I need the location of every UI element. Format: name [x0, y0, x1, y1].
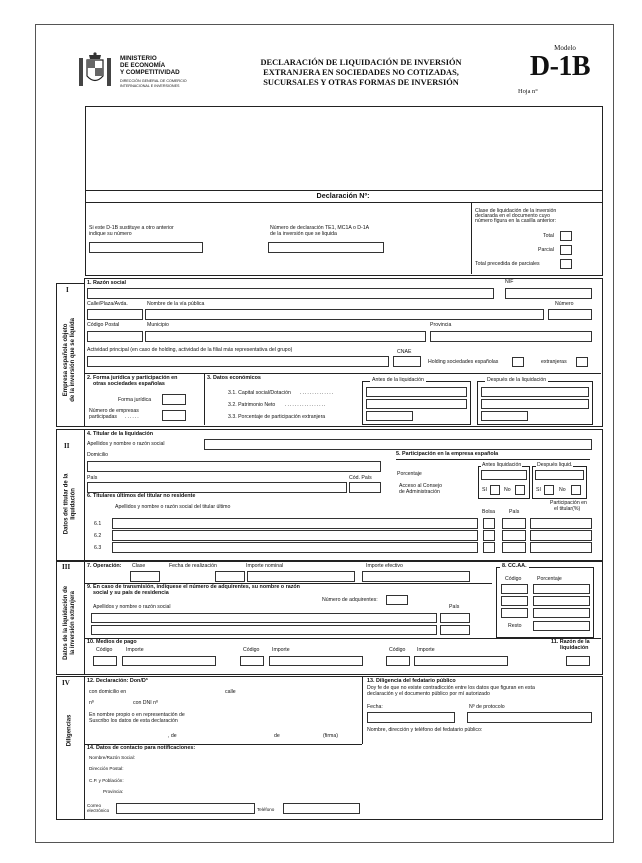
- hoja-label: Hoja n°: [518, 88, 538, 95]
- sustituye-number-input[interactable]: [89, 242, 203, 253]
- cp-label: C.P. y Población:: [89, 778, 124, 783]
- medio-2-importe-label: Importe: [272, 647, 290, 653]
- despues-liq-label: Después liquid.: [537, 462, 573, 468]
- numero-decl-label-2: de la inversión que se liquida: [270, 231, 337, 237]
- numero-label: Número: [555, 301, 574, 307]
- clase-label-1: Clase de liquidación de la inversión: [475, 208, 557, 214]
- total-label: Total: [543, 233, 554, 239]
- cod-pais-input[interactable]: [349, 482, 381, 493]
- medio-1-importe-input[interactable]: [122, 656, 216, 666]
- titular-row-3-pais[interactable]: [502, 542, 526, 553]
- extranjeras-label: extranjeras: [541, 359, 567, 365]
- actividad-label: Actividad principal (en caso de holding, actividad de la filial más representativa del grupo): [87, 347, 293, 353]
- acceso-label-1: Acceso al Consejo: [399, 483, 442, 489]
- part-ext-label-2: el titular(%): [554, 506, 581, 512]
- municipio-label: Municipio: [147, 322, 169, 328]
- numero-firmante-label: nº: [89, 700, 94, 706]
- titular-row-1-part[interactable]: [530, 518, 592, 529]
- fecha-de-1-label: , de: [168, 733, 177, 739]
- num-adquirentes-label: Número de adquirentes:: [322, 597, 378, 603]
- importe-nominal-input[interactable]: [247, 571, 355, 582]
- actividad-input[interactable]: [87, 356, 389, 367]
- ccaa-porcentaje-1[interactable]: [533, 584, 590, 594]
- ccaa-resto-label: Resto: [508, 623, 522, 629]
- clase-label-3: número figura en la casilla anterior:: [475, 218, 557, 224]
- transmision-title-1: 9. En caso de transmisión, indíquese el número de adquirentes, su nombre o razón: [87, 584, 300, 590]
- titular-row-1-bolsa[interactable]: [483, 518, 495, 529]
- form-title: [235, 58, 487, 88]
- datos-economicos-divider: [204, 373, 205, 425]
- apellidos-ultimo-label: Apellidos y nombre o razón social del titular último: [115, 504, 231, 510]
- ccaa-porcentaje-2[interactable]: [533, 596, 590, 606]
- ministry-sub2: INTERNACIONAL E INVERSIONES: [120, 84, 180, 88]
- domicilio-input[interactable]: [87, 461, 381, 472]
- importe-efectivo-label: Importe efectivo: [366, 563, 403, 569]
- forma-juridica-title-1: 2. Forma jurídica y participación en: [87, 375, 178, 381]
- ministry-sub1: DIRECCIÓN GENERAL DE COMERCIO: [120, 79, 187, 83]
- nombre-via-label: Nombre de la vía pública: [147, 301, 205, 307]
- ccaa-codigo-2[interactable]: [501, 596, 528, 606]
- titular-row-1-name[interactable]: [112, 518, 478, 529]
- en-nombre-label-2: Suscribo los datos de esta declaración: [89, 718, 178, 724]
- num-empresas-dots: ......: [125, 414, 140, 420]
- titular-row-1-pais[interactable]: [502, 518, 526, 529]
- calle-type-input[interactable]: [87, 309, 143, 320]
- patrimonio-antes-input[interactable]: [366, 399, 467, 409]
- razon-social-input[interactable]: [87, 288, 494, 299]
- adquirente-2-pais[interactable]: [440, 625, 470, 635]
- patrimonio-dots: .................: [285, 402, 327, 408]
- telefono-label: Teléfono: [257, 807, 275, 812]
- despues-liquidacion-label: Después de la liquidación: [487, 377, 547, 383]
- sustituye-label-2: indique su número: [89, 231, 132, 237]
- codigo-postal-input[interactable]: [87, 331, 143, 342]
- modelo-code: D-1B: [529, 51, 591, 82]
- provincia-input[interactable]: [430, 331, 592, 342]
- numero-input[interactable]: [548, 309, 592, 320]
- section-2-title-line2: liquidación: [70, 488, 76, 520]
- fecha-fedatario-label: Fecha:: [367, 704, 383, 710]
- clase-input[interactable]: [130, 571, 160, 582]
- nombre-razon-label: Nombre/Razón Social:: [89, 755, 135, 760]
- section-1-title-line2: de la inversión que se liquida: [70, 318, 77, 402]
- ministry-line1: MINISTERIO: [120, 55, 157, 62]
- num-adquirentes-input[interactable]: [386, 595, 408, 605]
- acceso-antes-si-label: SI: [482, 487, 487, 493]
- acceso-antes-no-label: No: [504, 487, 511, 493]
- domicilio-label: Domicilio: [87, 452, 109, 458]
- num-empresas-input[interactable]: [162, 410, 186, 421]
- calle-firmante-label: calle: [225, 689, 236, 695]
- num-empresas-label-2: participadas: [89, 414, 117, 420]
- titular-row-3-label: 6.3: [94, 545, 102, 551]
- acceso-despues-si-checkbox[interactable]: [544, 485, 554, 495]
- title-line1: DECLARACIÓN DE LIQUIDACIÓN DE INVERSIÓN: [260, 58, 462, 67]
- fecha-fedatario-input[interactable]: [367, 712, 455, 723]
- clase-divider: [471, 202, 472, 274]
- section-3-number: III: [62, 563, 71, 571]
- titulares-title: 6. Titulares últimos del titular no residente: [87, 493, 196, 499]
- section-1-title-line1: Empresa española objeto: [63, 323, 70, 397]
- section-1-number: I: [66, 286, 69, 294]
- ccaa-porcentaje-3[interactable]: [533, 608, 590, 618]
- ccaa-codigo-label: Código: [505, 576, 522, 582]
- antes-liq-label: Antes liquidación: [482, 462, 522, 468]
- pais-col-label: País: [509, 509, 520, 515]
- section-1-split: [84, 373, 601, 374]
- razon-liq-title-2: liquidación: [560, 645, 589, 651]
- holding-checkbox[interactable]: [512, 357, 524, 367]
- titular-title: 4. Titular de la liquidación: [87, 431, 154, 437]
- titular-row-1-label: 6.1: [94, 521, 102, 527]
- correo-label-2: electrónico: [87, 808, 110, 813]
- fecha-label: Fecha de realización: [169, 563, 217, 569]
- medio-3-importe-input[interactable]: [414, 656, 508, 666]
- registry-stamp-area: [85, 106, 603, 192]
- section-3-title-line2: la inversión extranjera: [70, 591, 77, 655]
- titular-row-3-name[interactable]: [112, 542, 478, 553]
- nombre-fedatario-label: Nombre, dirección y teléfono del fedatario público:: [367, 727, 483, 733]
- acceso-despues-si-label: SI: [536, 487, 541, 493]
- patrimonio-label: 3.2. Patrimonio Neto: [228, 402, 276, 408]
- capital-antes-input[interactable]: [366, 387, 467, 397]
- titular-row-3-part[interactable]: [530, 542, 592, 553]
- clase-label: Clase: [132, 563, 146, 569]
- ccaa-resto-input[interactable]: [533, 621, 590, 631]
- titular-row-2-label: 6.2: [94, 533, 102, 539]
- cnae-input[interactable]: [393, 356, 421, 367]
- section-4-title-text: Diligencias: [66, 714, 73, 746]
- transmision-divider: [84, 638, 601, 639]
- apellidos-label: Apellidos y nombre o razón social: [87, 441, 165, 447]
- clase-label-2: declarada en el documento cuyo: [475, 213, 550, 219]
- section-4-title: [56, 690, 84, 770]
- medio-3-codigo-label: Código: [389, 647, 406, 653]
- pais-input[interactable]: [87, 482, 347, 493]
- pais-label: País: [87, 475, 98, 481]
- importe-efectivo-input[interactable]: [362, 571, 470, 582]
- titular-row-2-name[interactable]: [112, 530, 478, 541]
- dni-label: con DNI nº: [133, 700, 158, 706]
- total-precedida-checkbox[interactable]: [560, 259, 572, 269]
- titular-row-2-part[interactable]: [530, 530, 592, 541]
- participacion-title: 5. Participación en la empresa española: [396, 451, 499, 457]
- direccion-label: Dirección Postal:: [89, 766, 124, 771]
- capital-label: 3.1. Capital social/Dotación: [228, 390, 291, 396]
- antes-liquidacion-label: Antes de la liquidación: [372, 377, 424, 383]
- modelo-label: Modelo: [554, 44, 576, 52]
- provincia-label: Provincia: [430, 322, 452, 328]
- section-4-number: IV: [62, 679, 70, 687]
- porcentaje-antes-input[interactable]: [481, 470, 527, 480]
- adquirente-1-pais[interactable]: [440, 613, 470, 623]
- acceso-antes-si-checkbox[interactable]: [490, 485, 500, 495]
- cnae-label: CNAE: [397, 349, 412, 355]
- medio-2-codigo-input[interactable]: [240, 656, 264, 666]
- protocolo-label: Nº de protocolo: [469, 704, 505, 710]
- fecha-input[interactable]: [215, 571, 245, 582]
- nombre-via-input[interactable]: [145, 309, 544, 320]
- porcentaje-label: 3.3. Porcentaje de participación extranjera: [228, 414, 326, 420]
- medio-2-importe-input[interactable]: [269, 656, 363, 666]
- section-2-title-line1: Datos del titular de la: [63, 473, 70, 535]
- ccaa-codigo-1[interactable]: [501, 584, 528, 594]
- adquirente-1-nombre[interactable]: [91, 613, 437, 623]
- municipio-input[interactable]: [145, 331, 426, 342]
- acceso-antes-no-checkbox[interactable]: [515, 485, 525, 495]
- forma-juridica-input[interactable]: [162, 394, 186, 405]
- porcentaje-antes-input[interactable]: [366, 411, 413, 421]
- parcial-label: Parcial: [538, 247, 554, 253]
- patrimonio-despues-input[interactable]: [481, 399, 589, 409]
- en-nombre-label-1: En nombre propio o en representación de: [89, 712, 185, 718]
- adquirente-apellidos-label: Apellidos y nombre o razón social: [93, 604, 171, 610]
- firma-label: (firma): [323, 733, 338, 739]
- cod-pais-label: Cód. País: [349, 475, 372, 481]
- holding-label: Holding sociedades españolas: [428, 359, 499, 365]
- numero-decl-input[interactable]: [268, 242, 384, 253]
- ministry-line2: DE ECONOMÍA: [120, 62, 166, 69]
- numero-decl-label-1: Número de declaración TE1, MC1A o D-1A: [270, 225, 370, 231]
- forma-juridica-label: Forma jurídica: [118, 397, 152, 403]
- titular-row-2-bolsa[interactable]: [483, 530, 495, 541]
- medio-1-codigo-label: Código: [96, 647, 113, 653]
- porcentaje-despues-input[interactable]: [481, 411, 528, 421]
- doy-fe-text-1: Doy fe de que no existe contradicción entre los datos que figuran en esta: [367, 685, 535, 691]
- section-3-title-line1: Datos de la liquidación de: [63, 585, 70, 661]
- razon-liq-title-1: 11. Razón de la: [551, 639, 590, 645]
- title-line2: EXTRANJERA EN SOCIEDADES NO COTIZADAS,: [263, 68, 459, 77]
- calle-label: Calle/Plaza/Avda.: [87, 301, 128, 307]
- diligencia-title: 13. Diligencia del fedatario público: [367, 678, 456, 684]
- section-1-title: [56, 298, 84, 422]
- title-line3: SUCURSALES Y OTRAS FORMAS DE INVERSIÓN: [263, 78, 459, 87]
- porcentaje-part-label: Porcentaje: [397, 471, 422, 477]
- transmision-title-2: social y su país de residencia: [93, 590, 169, 596]
- ccaa-title: 8. CC.AA.: [502, 563, 527, 569]
- correo-label-1: Correo: [87, 803, 102, 808]
- capital-despues-input[interactable]: [481, 387, 589, 397]
- medio-2-codigo-label: Código: [243, 647, 260, 653]
- razon-social-label: 1. Razón social: [87, 280, 126, 286]
- titular-row-2-pais[interactable]: [502, 530, 526, 541]
- medio-1-codigo-input[interactable]: [93, 656, 117, 666]
- titular-nombre-input[interactable]: [204, 439, 592, 450]
- protocolo-input[interactable]: [467, 712, 592, 723]
- correo-input[interactable]: [116, 803, 255, 814]
- titular-row-3-bolsa[interactable]: [483, 542, 495, 553]
- declaracion-firmante-title: 12. Declaración: Don/Dª: [87, 678, 148, 684]
- fecha-de-2-label: de: [274, 733, 280, 739]
- nif-input[interactable]: [505, 288, 592, 299]
- part-ext-label-1: Participación en: [550, 500, 587, 506]
- acceso-label-2: de Administración: [399, 489, 440, 495]
- total-precedida-label: Total precedida de parciales: [475, 261, 540, 267]
- telefono-input[interactable]: [283, 803, 360, 814]
- declaracion-label: Declaración Nº:: [316, 191, 370, 200]
- ccaa-codigo-3[interactable]: [501, 608, 528, 618]
- bolsa-label: Bolsa: [482, 509, 495, 515]
- porcentaje-despues-input[interactable]: [535, 470, 584, 480]
- acceso-despues-no-checkbox[interactable]: [571, 485, 581, 495]
- adquirente-2-nombre[interactable]: [91, 625, 437, 635]
- capital-dots: ..............: [300, 390, 335, 396]
- forma-juridica-title-2: otras sociedades españolas: [93, 381, 165, 387]
- section-2-number: II: [64, 442, 70, 450]
- acceso-despues-no-label: No: [559, 487, 566, 493]
- nif-label: NIF: [505, 279, 514, 285]
- extranjeras-checkbox[interactable]: [576, 357, 588, 367]
- razon-liq-input[interactable]: [566, 656, 590, 666]
- medio-3-codigo-input[interactable]: [386, 656, 410, 666]
- doy-fe-text-2: declaración y el documento público por mí autorizado: [367, 691, 490, 697]
- num-empresas-label-1: Número de empresas: [89, 408, 139, 414]
- total-checkbox[interactable]: [560, 231, 572, 241]
- sustituye-label-1: Si este D-1B sustituye a otro anterior: [89, 225, 174, 231]
- ministry-line3: Y COMPETITIVIDAD: [120, 69, 180, 76]
- importe-nominal-label: Importe nominal: [246, 563, 284, 569]
- adquirente-pais-label: País: [449, 604, 460, 610]
- con-domicilio-label: con domicilio en: [89, 689, 127, 695]
- operacion-label: 7. Operación:: [87, 563, 122, 569]
- medios-pago-title: 10. Medios de pago: [87, 639, 137, 645]
- ccaa-porcentaje-label: Porcentaje: [537, 576, 562, 582]
- datos-economicos-title: 3. Datos económicos: [207, 375, 261, 381]
- participacion-underline: [396, 459, 590, 460]
- section-3-title: [56, 574, 84, 672]
- medio-1-importe-label: Importe: [126, 647, 144, 653]
- provincia-contacto-label: Provincia:: [103, 789, 124, 794]
- section-4-split: [362, 676, 363, 744]
- section-2-title: [56, 452, 84, 556]
- codigo-postal-label: Código Postal: [87, 322, 120, 328]
- contacto-title: 14. Datos de contacto para notificaciones:: [87, 745, 196, 751]
- parcial-checkbox[interactable]: [560, 245, 572, 255]
- coat-of-arms-logo: [76, 52, 114, 90]
- medio-3-importe-label: Importe: [417, 647, 435, 653]
